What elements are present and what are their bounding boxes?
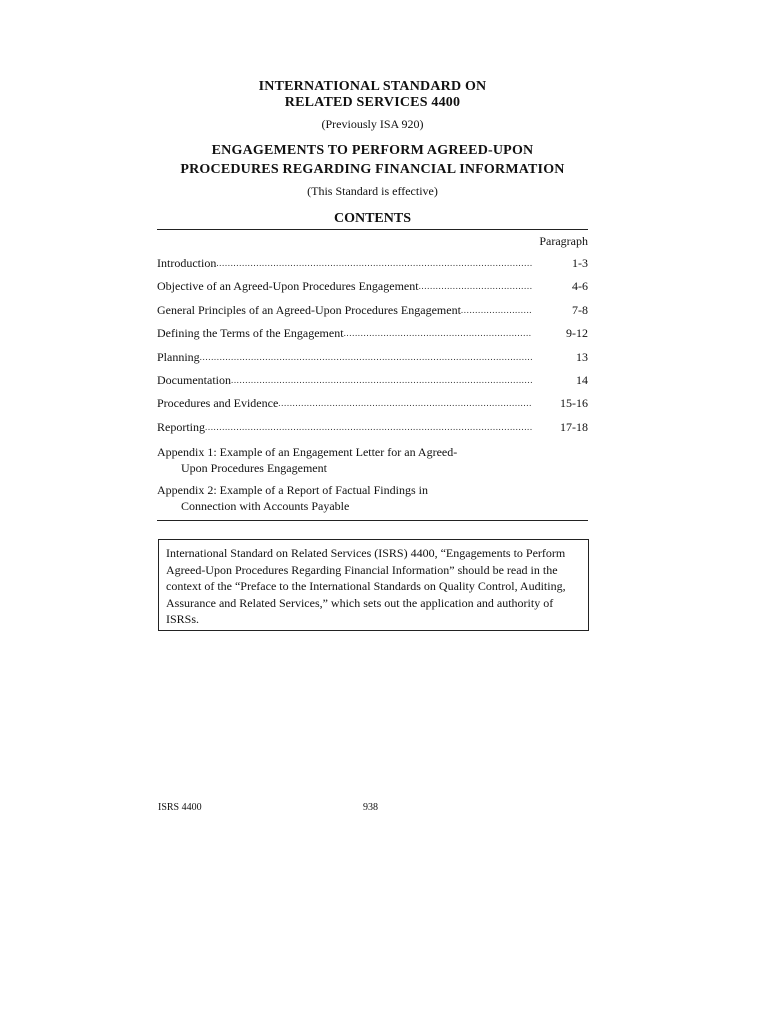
toc-leader-dots [419,279,532,293]
paragraph-column-label: Paragraph [539,234,588,248]
toc-entry[interactable] [157,350,588,373]
toc-leader-dots [278,396,532,410]
toc-leader-dots [344,326,532,340]
contents-heading: CONTENTS [333,211,412,226]
appendix-1-line2: Upon Procedures Engagement [181,461,327,475]
toc-entry[interactable] [157,303,588,326]
standard-title-line1: INTERNATIONAL STANDARD ON [258,79,487,94]
toc-entry-title: Documentation [157,372,231,387]
toc-entry-title: Objective of an Agreed-Upon Procedures Engagement [157,279,419,294]
contents-bottom-rule [157,520,588,521]
toc-entry-title: Defining the Terms of the Engagement [157,326,344,341]
appendix-2-line1: Appendix 2: Example of a Report of Factual Findings in [157,483,428,497]
toc-entry-paragraph: 1-3 [572,256,588,270]
footer-standard-label: ISRS 4400 [158,802,202,813]
toc-entry-paragraph: 17-18 [560,419,588,434]
toc-entry-paragraph: 7-8 [572,302,588,317]
toc-leader-dots [231,373,532,387]
appendix-1-line1: Appendix 1: Example of an Engagement Letter for an Agreed- [157,445,458,459]
toc-leader-dots [200,350,532,364]
toc-entry-title: Introduction [157,256,217,270]
toc-entry-title: Planning [157,349,200,364]
effective-note: (This Standard is effective) [307,184,438,198]
toc-entry-title: Procedures and Evidence [157,396,279,411]
appendix-entry-1[interactable] [157,444,588,476]
toc-entry-title: Reporting [157,419,205,434]
toc-entry-paragraph: 9-12 [566,326,588,341]
toc-entry-paragraph: 13 [576,349,588,364]
toc-entry[interactable] [157,396,588,419]
previously-note: (Previously ISA 920) [321,117,424,131]
toc-entry[interactable] [157,326,588,349]
application-notice-box [158,539,589,631]
toc-entry[interactable] [157,279,588,302]
toc-entry-title: General Principles of an Agreed-Upon Procedures Engagement [157,302,461,317]
standard-title-line2: RELATED SERVICES 4400 [284,95,461,110]
toc-leader-dots [216,256,532,270]
toc-leader-dots [461,303,532,317]
application-notice-text: International Standard on Related Services (ISRS) 4400, “Engagements to Perform Agreed-Upon Procedures Regarding Financial Information” should be read in the context of the “Preface to the International Standards on Quality Control, Auditing, Assurance and Related Services,” which sets out the application and authority of ISRSs. [166,546,566,626]
toc-leader-dots [205,420,532,434]
toc-entry-paragraph: 15-16 [560,396,588,411]
toc-entry-paragraph: 4-6 [572,279,588,294]
contents-top-rule [157,229,588,230]
subtitle-line1: ENGAGEMENTS TO PERFORM AGREED-UPON [211,143,534,158]
subtitle-line2: PROCEDURES REGARDING FINANCIAL INFORMATION [180,162,565,177]
toc-entry[interactable] [157,256,588,279]
appendix-entry-2[interactable] [157,482,588,514]
toc-entry[interactable] [157,420,588,443]
toc-entry[interactable] [157,373,588,396]
footer-page-number: 938 [363,802,378,813]
toc-entry-paragraph: 14 [576,372,588,387]
table-of-contents [157,256,588,443]
appendix-2-line2: Connection with Accounts Payable [181,499,350,513]
